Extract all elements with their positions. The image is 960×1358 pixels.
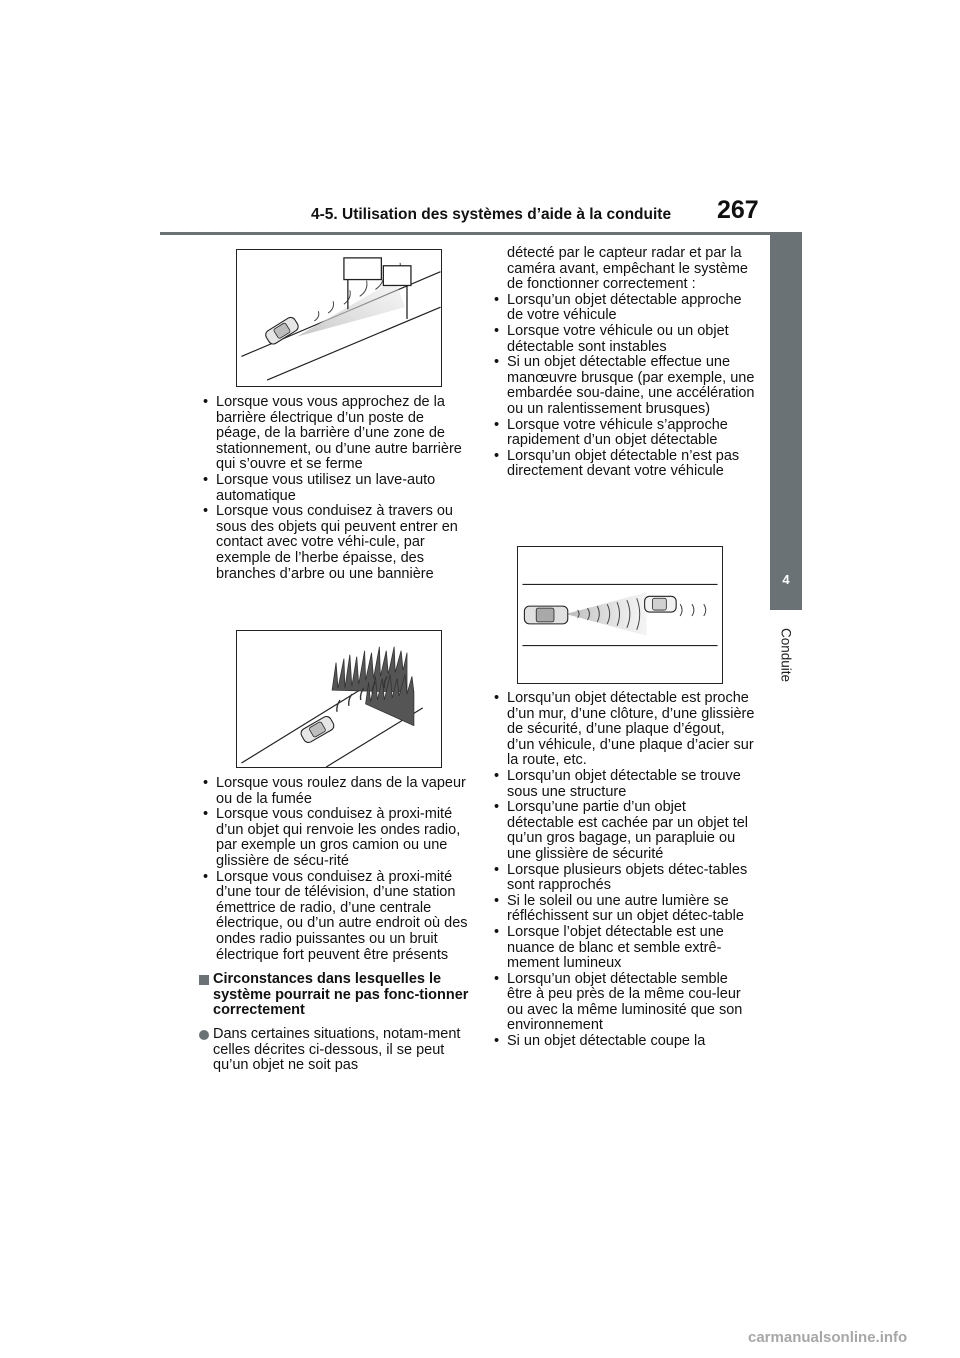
chapter-label — [772, 620, 800, 690]
list-item: • Lorsque l’objet détectable est une nuance de blanc et semble extrê-mement lumineux — [490, 925, 755, 972]
section-title: 4-5. Utilisation des systèmes d’aide à la conduite — [311, 206, 672, 223]
watermark: carmanualsonline.info — [748, 1329, 908, 1346]
page-number: 267 — [717, 196, 759, 224]
barrier-illustration — [237, 250, 441, 386]
list-item: • Lorsque vous vous approchez de la barrière électrique d’un poste de péage, de la barrière d’une zone de stationnement, ou d’une autre barrière qui s’ouvre et se ferme — [199, 395, 469, 473]
list-item: • Lorsque votre véhicule ou un objet détectable sont instables — [490, 324, 755, 355]
list-item: • Lorsque vous conduisez à proxi-mité d’un objet qui renvoie les ondes radio, par exemple un gros camion ou une glissière de sécu-rité — [199, 807, 474, 869]
list-item: • Lorsque vous conduisez à travers ou sous des objets qui peuvent entrer en contact avec votre véhi-cule, par exemple de l’herbe épaisse, des branches d’arbre ou une bannière — [199, 504, 469, 582]
left-list-b — [199, 776, 474, 1074]
left-list-a — [199, 395, 469, 582]
list-item: • Lorsque plusieurs objets détec-tables sont rapprochés — [490, 863, 755, 894]
figure-barrier — [236, 249, 442, 387]
grass-illustration — [237, 631, 441, 767]
section-note: Dans certaines situations, notam-ment celles décrites ci-dessous, il se peut qu’un objet ne soit pas — [199, 1027, 474, 1074]
figure-grass — [236, 630, 442, 768]
continuation-text: détecté par le capteur radar et par la caméra avant, empêchant le système de fonctionner correctement : — [507, 245, 748, 293]
chapter-tab — [770, 235, 802, 610]
list-item: • Lorsqu’un objet détectable se trouve sous une structure — [490, 769, 755, 800]
list-item: • Lorsque vous conduisez à proxi-mité d’une tour de télévision, d’une station émettrice de radio, d’une centrale électrique, ou d’un autre endroit où des ondes radio puissantes ou un bruit électrique fort peuvent être présents — [199, 870, 474, 964]
list-item: • Lorsqu’un objet détectable approche de votre véhicule — [490, 293, 755, 324]
list-item: • Lorsqu’une partie d’un objet détectable est cachée par un objet tel qu’un gros bagage, un parapluie ou une glissière de sécurité — [490, 800, 755, 862]
section-heading: Circonstances dans lesquelles le système pourrait ne pas fonc-tionner correctement — [199, 972, 474, 1019]
chapter-number: 4 — [782, 572, 790, 587]
chapter-label-text: Conduite — [778, 627, 794, 683]
vehicle-ahead-illustration — [518, 547, 722, 683]
square-bullet-icon — [199, 975, 209, 985]
figure-vehicle-ahead — [517, 546, 723, 684]
list-item: • Lorsqu’un objet détectable est proche d’un mur, d’une clôture, d’une glissière de sécurité, d’une plaque d’égout, d’un véhicule, d’une plaque d’acier sur la route, etc. — [490, 691, 755, 769]
right-list-b — [490, 691, 755, 1050]
list-item: • Si un objet détectable effectue une manœuvre brusque (par exemple, une embardée sou-daine, une accélération ou un ralentissement brusques) — [490, 355, 755, 417]
list-item: • Lorsque vous utilisez un lave-auto automatique — [199, 473, 469, 504]
list-item: • Lorsqu’un objet détectable semble être à peu près de la même cou-leur ou avec la même luminosité que son environnement — [490, 972, 755, 1034]
list-item: • Lorsque vous roulez dans de la vapeur ou de la fumée — [199, 776, 474, 807]
list-item: • Lorsqu’un objet détectable n’est pas directement devant votre véhicule — [490, 449, 755, 480]
list-item: • Si un objet détectable coupe la — [490, 1034, 755, 1050]
list-item: • Lorsque votre véhicule s’approche rapidement d’un objet détectable — [490, 418, 755, 449]
right-list-a — [490, 246, 755, 480]
circle-bullet-icon — [199, 1030, 209, 1040]
list-item: • Si le soleil ou une autre lumière se réfléchissent sur un objet détec-table — [490, 894, 755, 925]
header-rule — [160, 232, 802, 235]
